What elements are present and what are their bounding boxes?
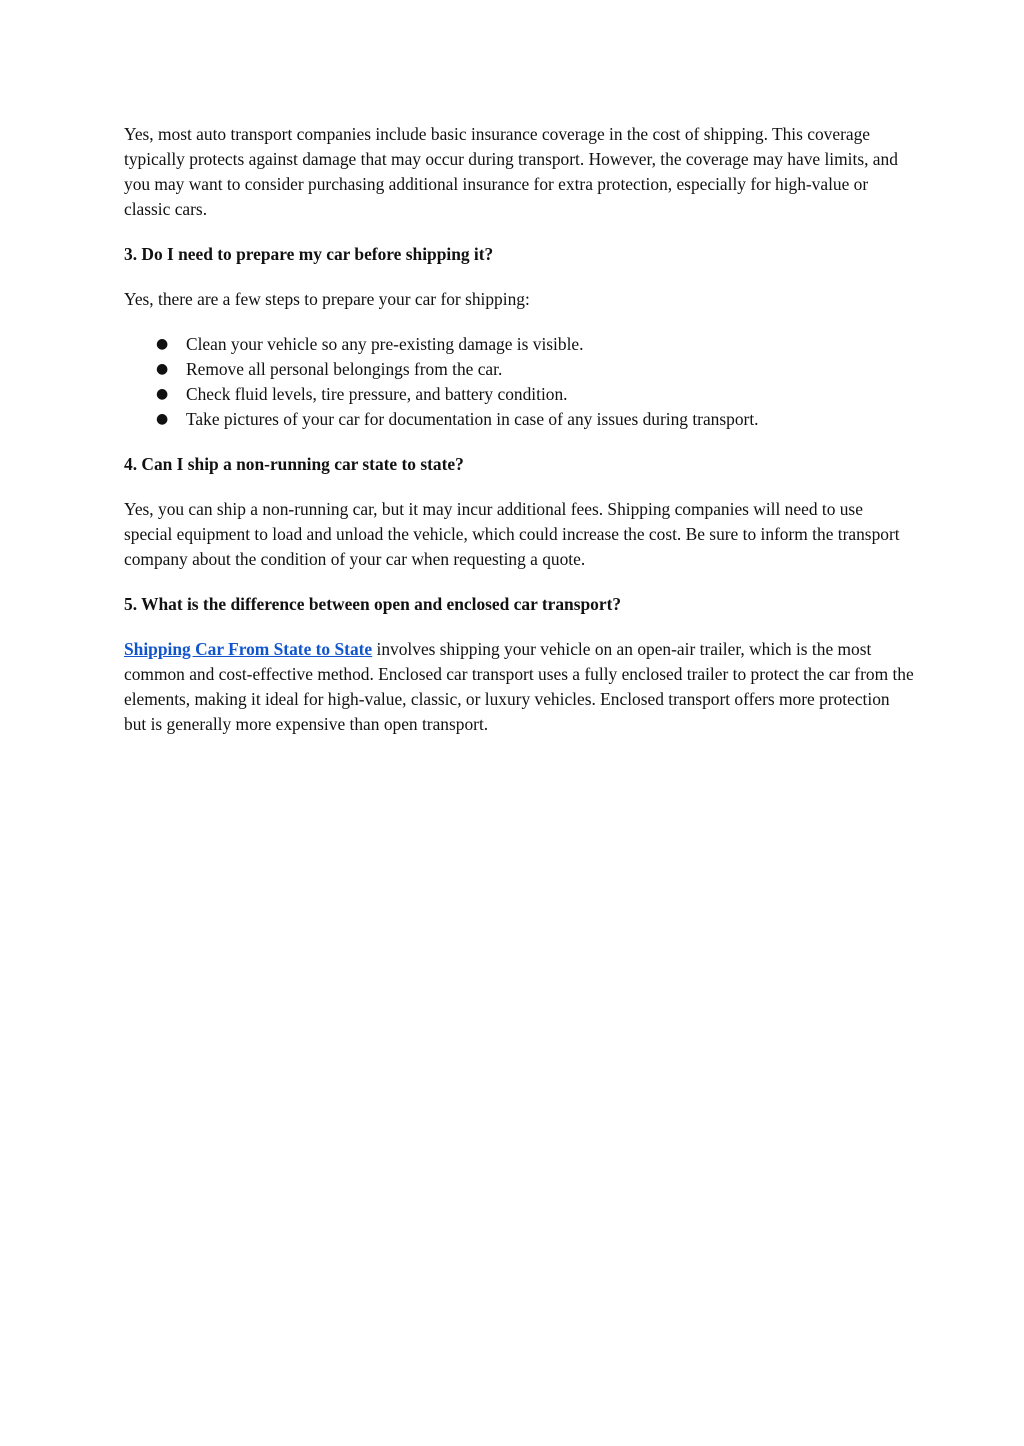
bullet-icon: ● xyxy=(156,336,169,352)
bullet-icon: ● xyxy=(156,361,169,377)
insurance-answer-paragraph: Yes, most auto transport companies include basic insurance coverage in the cost of shipping. This coverage typically protects against damage that may occur during transport. However, the coverage may have limits, and you may want to consider purchasing additional insurance for extra protection, especially for high-value or classic cars. xyxy=(124,124,898,219)
question-3-heading: 3. Do I need to prepare my car before shipping it? xyxy=(124,244,494,264)
list-item-text: Check fluid levels, tire pressure, and battery condition. xyxy=(186,384,568,404)
non-running-answer-paragraph: Yes, you can ship a non-running car, but it may incur additional fees. Shipping companies will need to use special equipment to load and unload the vehicle, which could increase the cost. Be sure to inform the transport company about the condition of your car when requesting a quote. xyxy=(124,499,900,569)
list-item xyxy=(124,357,914,382)
bullet-icon: ● xyxy=(156,411,169,427)
bullet-icon: ● xyxy=(156,386,169,402)
list-item-text: Remove all personal belongings from the car. xyxy=(186,359,503,379)
list-item xyxy=(124,382,914,407)
document-body xyxy=(124,122,914,757)
prepare-intro-paragraph: Yes, there are a few steps to prepare your car for shipping: xyxy=(124,289,530,309)
shipping-car-link[interactable]: Shipping Car From State to State xyxy=(124,639,373,659)
list-item xyxy=(124,332,914,357)
prepare-steps-list xyxy=(124,332,914,432)
list-item-text: Take pictures of your car for documentation in case of any issues during transport. xyxy=(186,409,759,429)
list-item xyxy=(124,407,914,432)
transport-answer-paragraph xyxy=(124,637,914,737)
question-5-heading: 5. What is the difference between open and enclosed car transport? xyxy=(124,594,622,614)
question-4-heading: 4. Can I ship a non-running car state to state? xyxy=(124,454,464,474)
list-item-text: Clean your vehicle so any pre-existing damage is visible. xyxy=(186,334,584,354)
transport-answer-text: involves shipping your vehicle on an open-air trailer, which is the most common and cost-effective method. Enclosed car transport uses a fully enclosed trailer to protect the car from the elements, making it ideal for high-value, classic, or luxury vehicles. Enclosed transport offers more protection but is generally more expensive than open transport. xyxy=(124,639,914,734)
